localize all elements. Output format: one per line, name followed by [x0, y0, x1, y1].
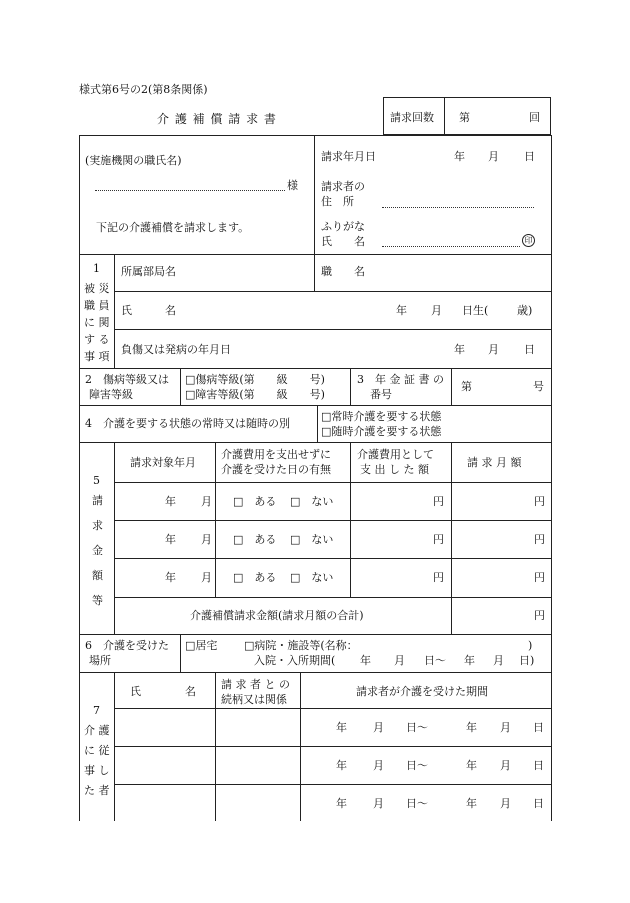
section7-label-line: 介 護: [84, 724, 110, 737]
disability-grade-option[interactable]: □障害等級(第 級 号): [185, 388, 325, 401]
period-day-to: 日: [533, 759, 544, 772]
admission-year-2: 年: [464, 654, 475, 667]
expense-yen: 円: [433, 495, 444, 508]
period-year-2: 年: [466, 797, 477, 810]
request-statement: 下記の介護補償を請求します。: [96, 221, 250, 234]
constant-care-option[interactable]: □常時介護を要する状態: [321, 410, 442, 423]
period-year-2: 年: [466, 721, 477, 734]
form-reference: 様式第6号の2(第8条関係): [79, 83, 208, 96]
section7-label-line: た 者: [84, 784, 110, 797]
period-year: 年: [336, 759, 347, 772]
period-month: 月: [373, 759, 384, 772]
admission-month: 月: [394, 654, 405, 667]
address-field[interactable]: [382, 207, 534, 208]
pension-number-label-2: 番号: [370, 388, 392, 401]
expense-header-2: 支 出 し た 額: [360, 463, 429, 476]
post-label: 職 名: [321, 265, 365, 278]
request-count-label: 請求回数: [390, 111, 434, 124]
date-day: 日: [524, 150, 535, 163]
section1-label-line: す る: [84, 333, 110, 346]
period-day-from: 日〜: [406, 759, 428, 772]
date-month: 月: [488, 150, 499, 163]
period-month-2: 月: [500, 759, 511, 772]
section5-label-char: 請: [92, 494, 103, 507]
facility-close-paren: ): [528, 639, 533, 652]
admission-month-2: 月: [493, 654, 504, 667]
expense-yen: 円: [433, 533, 444, 546]
claim-month: 月: [201, 533, 212, 546]
section5-label-char: 金: [92, 544, 103, 557]
section1-number: 1: [93, 262, 100, 275]
injury-year: 年: [454, 343, 465, 356]
section7-label-line: 事 し: [84, 764, 110, 777]
injury-grade-option[interactable]: □傷病等級(第 級 号): [185, 373, 325, 386]
disability-label-2: 障害等級: [89, 388, 133, 401]
home-option[interactable]: □居宅: [185, 639, 218, 652]
birth-year: 年: [396, 304, 407, 317]
claimant-label: 請求者の: [321, 180, 365, 193]
expense-header: 介護費用として: [357, 448, 434, 461]
section1-label-line: に 関: [84, 316, 110, 329]
care-without-expense-header-2: 介護を受けた日の有無: [221, 463, 331, 476]
section1-label-line: 職 員: [84, 299, 110, 312]
sama-label: 様: [287, 179, 298, 192]
address-label: 住 所: [321, 195, 354, 208]
section1-label-line: 被 災: [84, 282, 110, 295]
expense-yen: 円: [433, 571, 444, 584]
period-day-from: 日〜: [406, 797, 428, 810]
admission-period-label: 入院・入所期間(: [254, 654, 336, 667]
furigana-label: ふりがな: [321, 220, 365, 233]
claim-month: 月: [201, 571, 212, 584]
section1-label-line: 事 項: [84, 350, 110, 363]
seal-mark: 印: [522, 234, 535, 247]
admission-year: 年: [360, 654, 371, 667]
date-year: 年: [454, 150, 465, 163]
disability-label: 2 傷病等級又は: [85, 373, 169, 386]
section7-number: 7: [93, 704, 100, 717]
care-period-header: 請求者が介護を受けた期間: [356, 685, 488, 698]
care-status-label: 4 介護を要する状態の常時又は随時の別: [85, 417, 290, 430]
section5-number: 5: [93, 474, 100, 487]
period-month-2: 月: [500, 721, 511, 734]
care-no-checkbox[interactable]: □ ない: [290, 571, 334, 584]
injury-day: 日: [524, 343, 535, 356]
relation-header-2: 続柄又は関係: [221, 693, 287, 706]
pension-gou: 号: [533, 380, 544, 393]
care-without-expense-header: 介護費用を支出せずに: [221, 448, 331, 461]
birth-day: 日生(: [462, 304, 489, 317]
claim-period-header: 請求対象年月: [130, 456, 196, 469]
injury-date-label: 負傷又は発病の年月日: [121, 343, 231, 356]
care-place-label-2: 場所: [89, 654, 111, 667]
period-day-to: 日: [533, 797, 544, 810]
relation-header: 請 求 者 と の: [221, 678, 290, 691]
injury-month: 月: [488, 343, 499, 356]
admission-day-from: 日〜: [424, 654, 446, 667]
care-place-label: 6 介護を受けた: [85, 639, 169, 652]
pension-dai: 第: [461, 380, 472, 393]
period-month: 月: [373, 797, 384, 810]
request-count-dai: 第: [459, 111, 470, 124]
period-year: 年: [336, 721, 347, 734]
care-no-checkbox[interactable]: □ ない: [290, 533, 334, 546]
claimant-name-label: 氏 名: [321, 235, 365, 248]
age-label: 歳): [517, 304, 533, 317]
section7-label-line: に 従: [84, 744, 110, 757]
period-day-to: 日: [533, 721, 544, 734]
period-day-from: 日〜: [406, 721, 428, 734]
period-month-2: 月: [500, 797, 511, 810]
caregiver-name-header: 氏 名: [130, 685, 196, 698]
request-count-kai: 回: [529, 111, 540, 124]
claim-year: 年: [165, 533, 176, 546]
monthly-claim-header: 請 求 月 額: [467, 456, 522, 469]
claimant-name-field[interactable]: [382, 246, 520, 247]
recipient-label: (実施機関の職氏名): [85, 154, 182, 167]
care-yes-checkbox[interactable]: □ ある: [233, 571, 277, 584]
victim-name-label: 氏 名: [121, 304, 176, 317]
form-title: 介 護 補 償 請 求 書: [157, 112, 277, 126]
facility-option[interactable]: □病院・施設等(名称：: [244, 639, 358, 652]
occasional-care-option[interactable]: □随時介護を要する状態: [321, 425, 442, 438]
section5-label-char: 求: [92, 519, 103, 532]
claim-year: 年: [165, 571, 176, 584]
care-no-checkbox[interactable]: □ ない: [290, 495, 334, 508]
period-year: 年: [336, 797, 347, 810]
birth-month: 月: [431, 304, 442, 317]
total-claim-label: 介護補償請求金額(請求月額の合計): [190, 609, 364, 622]
admission-day-to: 日): [519, 654, 535, 667]
monthly-yen: 円: [534, 495, 545, 508]
section5-label-char: 等: [92, 594, 103, 607]
claim-month: 月: [201, 495, 212, 508]
monthly-yen: 円: [534, 571, 545, 584]
period-year-2: 年: [466, 759, 477, 772]
dept-label: 所属部局名: [121, 265, 176, 278]
period-month: 月: [373, 721, 384, 734]
request-date-label: 請求年月日: [321, 150, 376, 163]
pension-number-label: 3 年 金 証 書 の: [357, 373, 444, 386]
section5-label-char: 額: [92, 569, 103, 582]
claim-year: 年: [165, 495, 176, 508]
care-yes-checkbox[interactable]: □ ある: [233, 495, 277, 508]
monthly-yen: 円: [534, 533, 545, 546]
total-yen: 円: [534, 609, 545, 622]
care-yes-checkbox[interactable]: □ ある: [233, 533, 277, 546]
